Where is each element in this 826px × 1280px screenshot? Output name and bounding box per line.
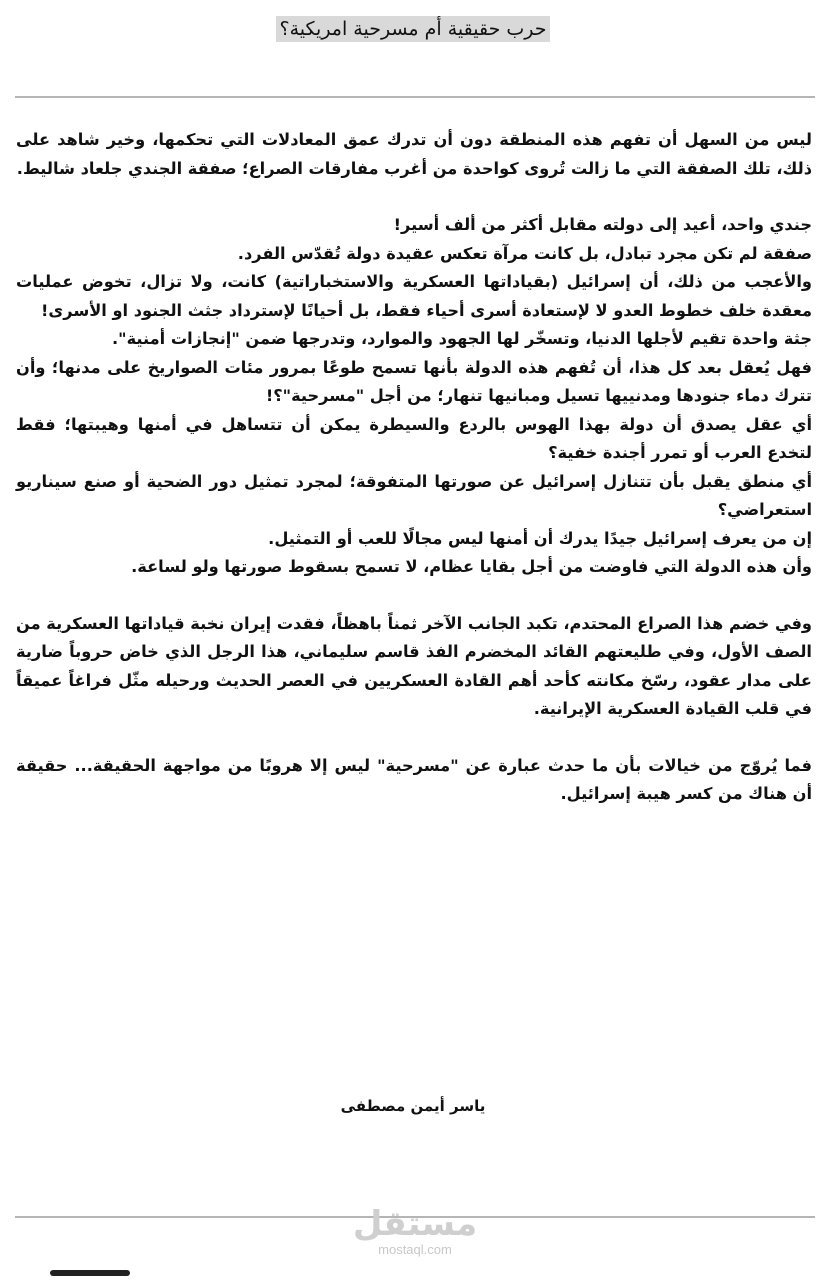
paragraph-line: صفقة لم تكن مجرد تبادل، بل كانت مرآة تعكس عقيدة دولة تُقدّس الفرد. bbox=[237, 243, 812, 263]
paragraph-conclusion: فما يُروّج من خيالات بأن ما حدث عبارة عن "مسرحية" ليس إلا هروبًا من مواجهة الحقيقة... حقيقة أن هناك من كسر هيبة إسرائيل. bbox=[16, 755, 812, 803]
paragraph-line: إن من يعرف إسرائيل جيدًا يدرك أن أمنها ليس مجالًا للعب أو التمثيل. bbox=[268, 528, 812, 548]
watermark-logo: مستقل bbox=[352, 1204, 478, 1244]
top-divider bbox=[15, 96, 815, 98]
title-container bbox=[0, 16, 826, 42]
spacer bbox=[16, 724, 812, 752]
spacer bbox=[16, 582, 812, 610]
paragraph-line: جثة واحدة تقيم لأجلها الدنيا، وتسخّر لها الجهود والموارد، وتدرجها ضمن "إنجازات أمنية". bbox=[112, 329, 812, 348]
document-title: حرب حقيقية أم مسرحية امريكية؟ bbox=[276, 16, 551, 42]
spacer bbox=[16, 183, 812, 211]
paragraph-line: أي عقل يصدق أن دولة بهذا الهوس بالردع والسيطرة يمكن أن تتساهل في أمنها وهيبتها؛ فقط لتخدع العرب أو تمرر أجندة خفية؟ bbox=[16, 414, 812, 462]
paragraph-iran: وفي خضم هذا الصراع المحتدم، تكبد الجانب الآخر ثمناً باهظاً، فقدت إيران نخبة قياداتها العسكرية من الصف الأول، وفي طليعتهم القائد المخضرم الفذ قاسم سليماني، هذا الرجل الذي خاض حروباً ضارية على مدار عقود، رسّخ مكانته كأحد أهم القادة العسكريين في العصر الحديث ورحيله مثّل فراغاً عميقاً في قلب القيادة العسكرية الإيرانية. bbox=[16, 613, 812, 718]
watermark bbox=[330, 1206, 500, 1258]
paragraph-intro: ليس من السهل أن تفهم هذه المنطقة دون أن تدرك عمق المعادلات التي تحكمها، وخير شاهد على ذلك، تلك الصفقة التي ما زالت تُروى كواحدة من أغرب مفارقات الصراع؛ صفقة الجندي جلعاد شاليط. bbox=[16, 130, 812, 178]
paragraph-line: أي منطق يقبل بأن تتنازل إسرائيل عن صورتها المتفوقة؛ لمجرد تمثيل دور الضحية أو صنع سيناريو استعراضي؟ bbox=[16, 471, 812, 519]
watermark-url: mostaql.com bbox=[378, 1242, 452, 1257]
paragraph-line: جندي واحد، أعيد إلى دولته مقابل أكثر من ألف أسير! bbox=[393, 215, 812, 234]
home-indicator bbox=[50, 1270, 130, 1276]
paragraph-line: والأعجب من ذلك، أن إسرائيل (بقياداتها العسكرية والاستخباراتية) كانت، ولا تزال، تخوض عمليات معقدة خلف خطوط العدو لا لإستعادة أسرى أحياء فقط، بل أحيانًا لإسترداد جثث الجنود او الأسرى! bbox=[16, 272, 812, 320]
paragraph-line: فهل يُعقل بعد كل هذا، أن تُفهم هذه الدولة بأنها تسمح طوعًا بمرور مئات الصواريخ على مدنها؛ وأن تترك دماء جنودها ومدنييها تسيل ومبانيها تنهار؛ من أجل "مسرحية"؟! bbox=[16, 357, 812, 405]
paragraph-line: وأن هذه الدولة التي فاوضت من أجل بقايا عظام، لا تسمح بسقوط صورتها ولو لساعة. bbox=[131, 557, 812, 576]
document-body bbox=[16, 126, 812, 809]
author-signature: ياسر أيمن مصطفى bbox=[340, 1097, 486, 1115]
